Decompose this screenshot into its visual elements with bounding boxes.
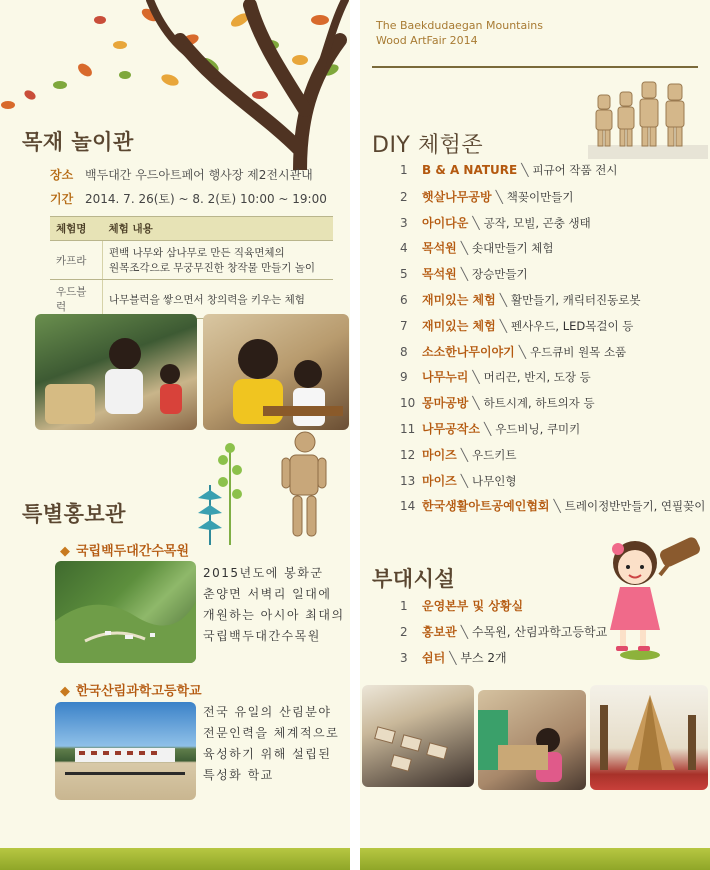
separator-slash: ╲ [449, 651, 457, 665]
item-number: 2 [400, 189, 408, 204]
item-description: 우드비닝, 쿠미키 [495, 421, 581, 436]
list-item [400, 291, 710, 317]
list-item [400, 420, 710, 446]
item-name: 홍보관 [422, 625, 457, 639]
photo-illustration [55, 702, 196, 800]
list-item [400, 497, 710, 523]
separator-slash: ╲ [460, 267, 469, 282]
diamond-icon: ◆ [60, 544, 70, 559]
plant-decoration [190, 430, 350, 550]
item-description: 펜사우드, LED목걸이 등 [510, 318, 634, 333]
bottom-bar [360, 848, 710, 870]
item-number: 4 [400, 241, 408, 256]
list-item [400, 188, 710, 214]
item-description: 머리끈, 반지, 도장 등 [483, 370, 591, 385]
list-item [400, 446, 710, 472]
separator-slash: ╲ [495, 189, 503, 204]
photo-illustration [35, 314, 197, 430]
table-header: 체험 내용 [103, 217, 334, 241]
separator-slash: ╲ [518, 344, 526, 359]
item-number: 3 [400, 651, 408, 665]
location-label: 장소 [50, 168, 74, 182]
separator-slash: ╲ [499, 318, 507, 333]
list-item [400, 623, 607, 649]
separator-slash: ╲ [472, 215, 480, 230]
item-name: 한국생활아트공예인협회 [422, 499, 550, 514]
item-name: 몽마공방 [422, 396, 469, 411]
photo-wood-sculpture-display [590, 685, 708, 790]
item-description: 책꽂이만들기 [506, 189, 574, 204]
photo-illustration [55, 561, 196, 663]
table-row [50, 241, 333, 280]
photo-illustration [478, 690, 586, 790]
arboretum-heading: ◆ 국립백두대간수목원 [60, 544, 190, 559]
item-description: 장승만들기 [472, 267, 528, 282]
item-description: 우드큐비 원목 소품 [529, 344, 627, 359]
item-description: 피규어 작품 전시 [532, 163, 618, 177]
item-number: 10 [400, 396, 416, 411]
item-description: 우드키트 [472, 447, 517, 462]
list-item [400, 394, 710, 420]
period-value: 2014. 7. 26(토) ~ 8. 2(토) 10:00 ~ 19:00 [85, 192, 327, 206]
list-item [400, 317, 710, 343]
item-name: 재미있는 체험 [422, 292, 496, 307]
item-description: 솟대만들기 체험 [472, 241, 554, 256]
photo-illustration [362, 685, 474, 787]
item-description: 활만들기, 캐릭터진동로봇 [510, 292, 641, 307]
list-item [400, 472, 710, 498]
section-title-wood-play: 목재 놀이관 [22, 130, 134, 154]
separator-slash: ╲ [553, 499, 561, 514]
list-item [400, 265, 710, 291]
separator-slash: ╲ [521, 163, 529, 177]
photo-illustration [590, 685, 708, 790]
forestry-school-description: 전국 유일의 산림분야 전문인력을 체계적으로 육성하기 위해 설립된 특성화 학교 [203, 705, 340, 782]
separator-slash: ╲ [460, 241, 469, 256]
list-item [400, 214, 710, 240]
item-number: 11 [400, 421, 416, 436]
item-number: 6 [400, 292, 408, 307]
fair-header: The Baekdudaegan Mountains Wood ArtFair 2014 [376, 19, 543, 47]
table-header: 체험명 [50, 217, 103, 241]
item-description: 트레이정반만들기, 연필꽂이 [564, 499, 706, 514]
item-name: 나무누리 [422, 370, 469, 385]
separator-slash: ╲ [499, 292, 507, 307]
item-number: 14 [400, 499, 416, 514]
separator-slash: ╲ [472, 370, 480, 385]
photo-wood-crafts-table [362, 685, 474, 787]
item-number: 2 [400, 625, 408, 639]
activity-name: 카프라 [50, 241, 103, 280]
item-name: 쉼터 [422, 651, 446, 665]
list-item [400, 239, 710, 265]
activity-content: 나무블럭을 쌓으면서 창의력을 키우는 체험 [103, 280, 334, 319]
item-name: 재미있는 체험 [422, 318, 496, 333]
location-row [50, 166, 313, 183]
girl-with-hammer-illustration [600, 525, 710, 665]
list-item [400, 368, 710, 394]
list-item [400, 597, 607, 623]
forestry-school-heading: ◆ 한국산림과학고등학교 [60, 684, 202, 699]
photo-forestry-school [55, 702, 196, 800]
diy-list [400, 162, 710, 523]
photo-arboretum-aerial [55, 561, 196, 663]
item-name: 마이즈 [422, 473, 457, 488]
bottom-bar [0, 848, 350, 870]
item-name: 햇살나무공방 [422, 189, 492, 204]
item-name: 목석원 [422, 241, 457, 256]
period-row [50, 190, 327, 207]
section-title-diy: DIY 체험존 [372, 133, 484, 158]
separator-slash: ╲ [460, 447, 469, 462]
panel-gap [350, 0, 360, 870]
right-panel [360, 0, 710, 870]
diamond-icon: ◆ [60, 684, 70, 699]
item-name: B & A NATURE [422, 163, 518, 177]
separator-slash: ╲ [472, 396, 480, 411]
photo-kids-playing [35, 314, 197, 430]
period-label: 기간 [50, 192, 74, 206]
item-name: 소소한나무이야기 [422, 344, 515, 359]
photo-illustration [203, 314, 349, 430]
item-number: 1 [400, 599, 408, 613]
list-item [400, 162, 710, 188]
item-number: 7 [400, 318, 408, 333]
left-panel [0, 0, 350, 870]
location-value: 백두대간 우드아트페어 행사장 제2전시관내 [85, 168, 313, 182]
section-title-facilities: 부대시설 [372, 567, 456, 591]
item-number: 3 [400, 215, 408, 230]
item-description: 부스 2개 [460, 651, 507, 665]
item-name: 나무공작소 [422, 421, 480, 436]
item-description: 수목원, 산림과학고등학교 [472, 625, 608, 639]
item-number: 13 [400, 473, 416, 488]
item-number: 9 [400, 370, 408, 385]
facilities-list [400, 597, 607, 675]
separator-slash: ╲ [460, 625, 469, 639]
separator-slash: ╲ [460, 473, 469, 488]
item-description: 나무인형 [472, 473, 517, 488]
table-row [50, 280, 333, 319]
item-description: 공작, 모빌, 곤충 생태 [483, 215, 591, 230]
arboretum-description: 2015년도에 봉화군 춘양면 서벽리 일대에 개원하는 아시아 최대의 국립백두대간수목원 [203, 566, 345, 643]
item-number: 12 [400, 447, 416, 462]
photo-workshop-kids [478, 690, 586, 790]
photo-girls-blocks [203, 314, 349, 430]
item-number: 5 [400, 267, 408, 282]
item-number: 8 [400, 344, 408, 359]
wooden-figures [588, 80, 708, 165]
activity-name: 우드블럭 [50, 280, 103, 319]
item-name: 목석원 [422, 267, 457, 282]
item-name: 아이다운 [422, 215, 469, 230]
item-name: 마이즈 [422, 447, 457, 462]
table-header-row [50, 217, 333, 241]
activity-content: 편백 나무와 삼나무로 만든 직육면체의 원목조각으로 무궁무진한 창작물 만들기 놀이 [103, 241, 334, 280]
list-item [400, 649, 607, 675]
item-number: 1 [400, 163, 408, 177]
header-divider [372, 66, 698, 68]
separator-slash: ╲ [483, 421, 492, 436]
item-name: 운영본부 및 상황실 [422, 599, 524, 613]
item-description: 하트시계, 하트의자 등 [483, 396, 595, 411]
section-title-special-pr: 특별홍보관 [22, 502, 126, 526]
list-item [400, 343, 710, 369]
activity-table [50, 216, 333, 319]
